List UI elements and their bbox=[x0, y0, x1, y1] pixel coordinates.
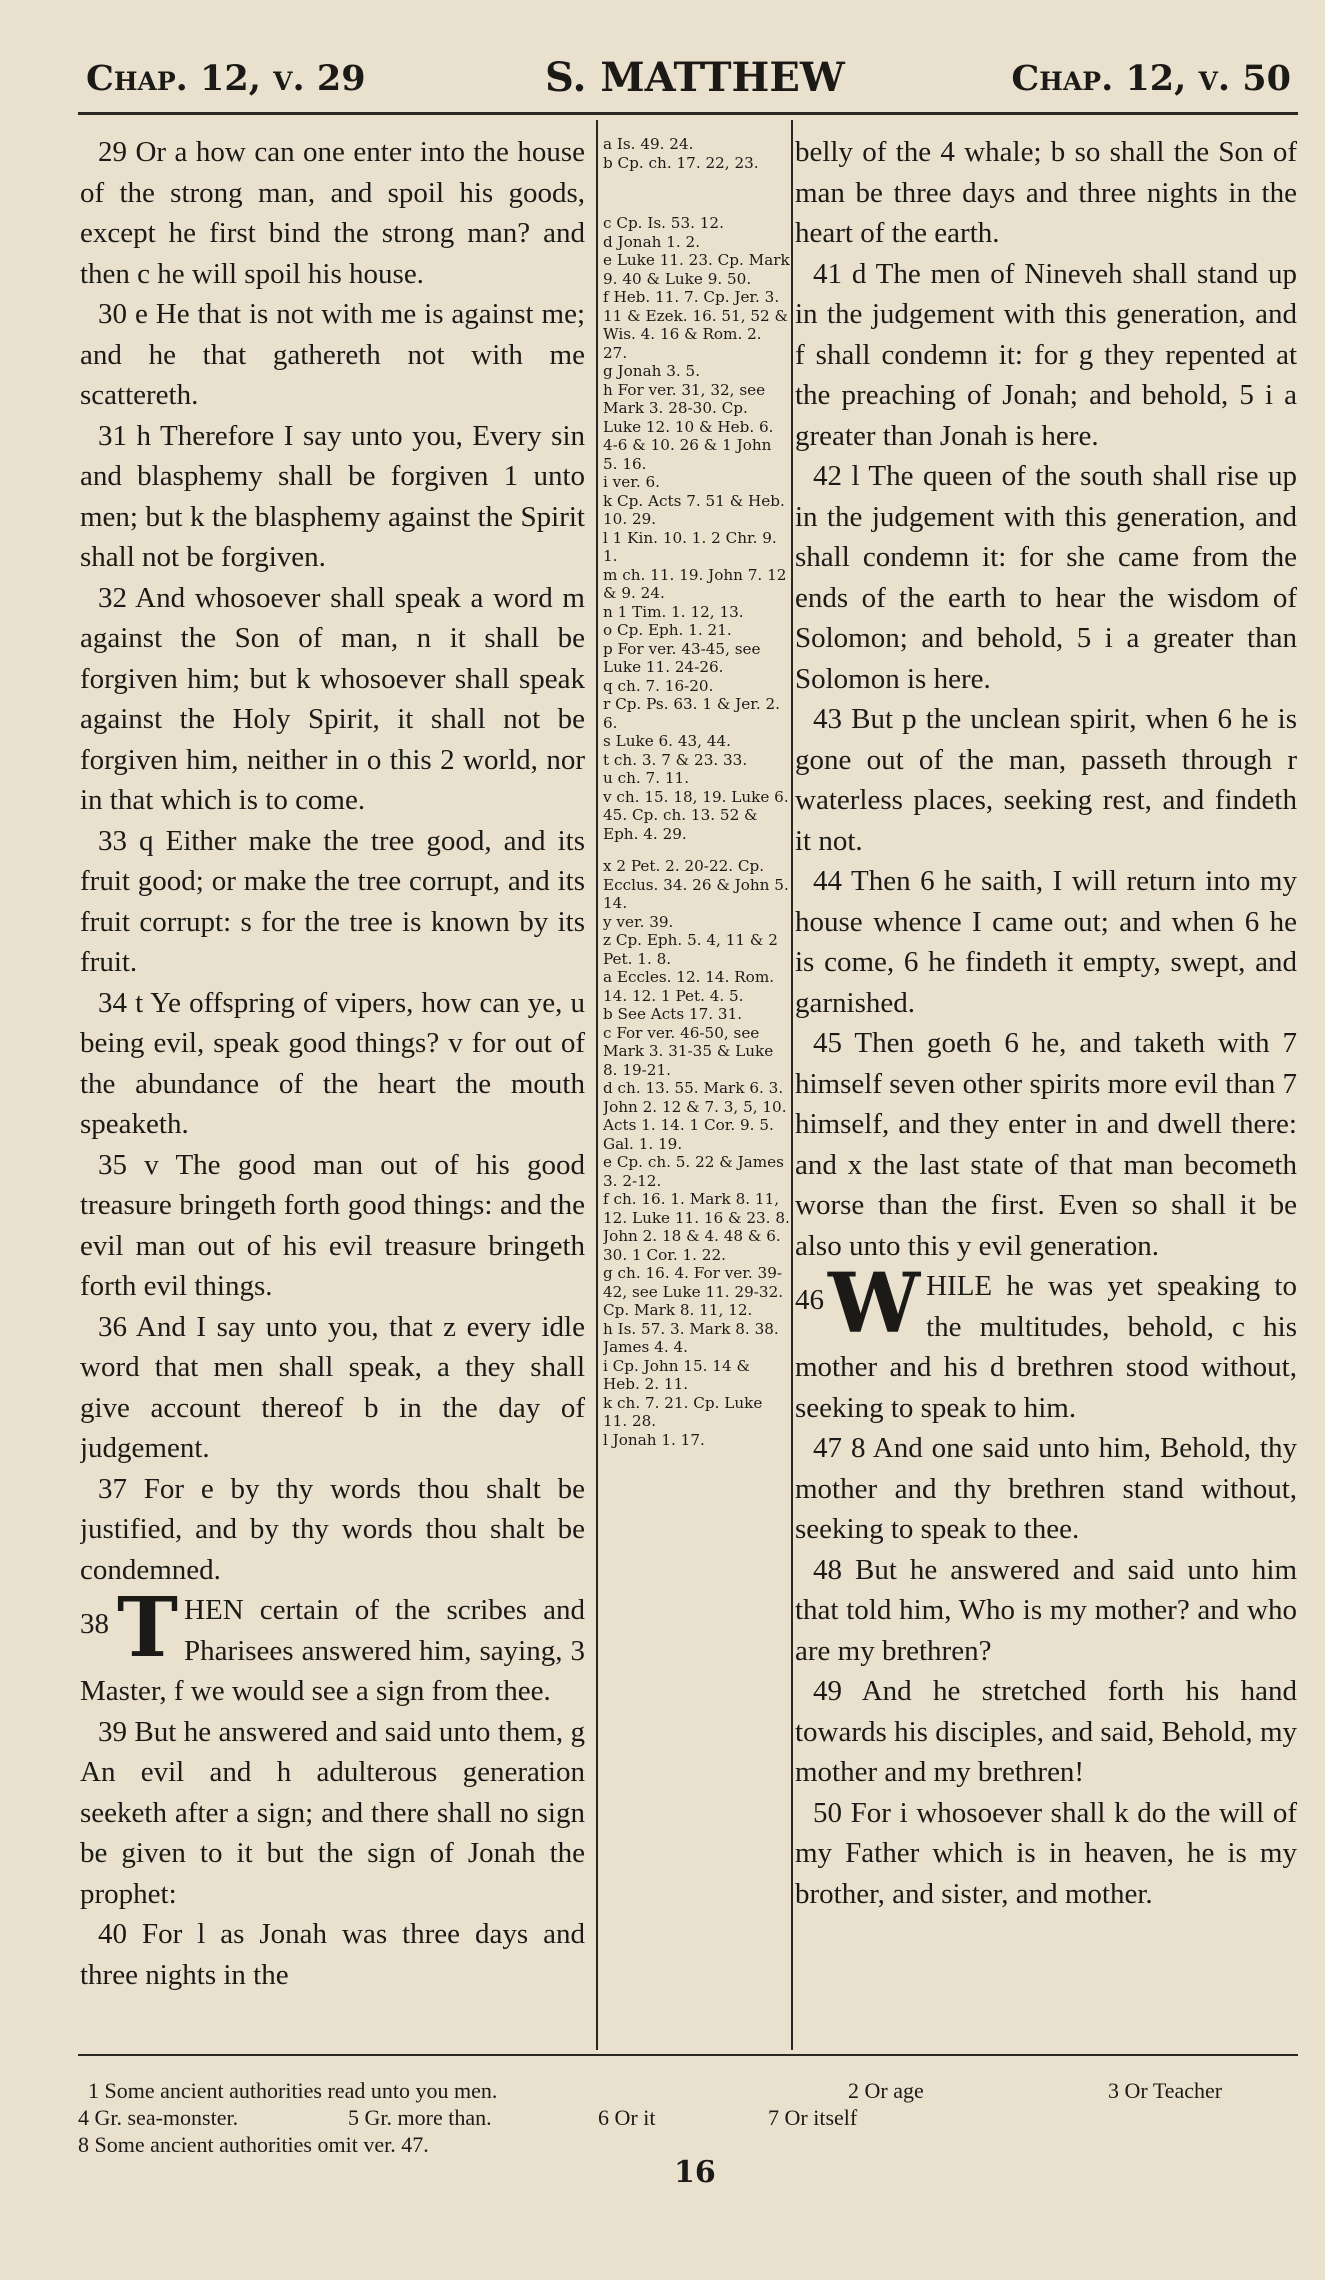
verse: 30 e He that is not with me is against me; and he that gathereth not with me scattereth. bbox=[80, 298, 585, 411]
cross-reference: y ver. 39. bbox=[603, 912, 674, 931]
reference-spacer bbox=[603, 172, 790, 186]
cross-reference: e Cp. ch. 5. 22 & James 3. 2-12. bbox=[603, 1153, 784, 1190]
cross-reference: l 1 Kin. 10. 1. 2 Chr. 9. 1. bbox=[603, 528, 777, 565]
running-head-left: Chap. 12, v. 29 bbox=[86, 58, 366, 99]
verse-text: HILE he was yet speaking to the multitudes, behold, c his mother and his d brethren stood without, seeking to speak to him. bbox=[795, 1270, 1297, 1424]
cross-reference: o Cp. Eph. 1. 21. bbox=[603, 621, 732, 639]
cross-reference: f ch. 16. 1. Mark 8. 11, 12. Luke 11. 16 & 23. 8. John 2. 18 & 4. 48 & 6. 30. 1 Cor. 1. 22. bbox=[603, 1190, 790, 1264]
drop-cap: W bbox=[828, 1256, 921, 1352]
cross-reference: v ch. 15. 18, 19. Luke 6. 45. Cp. ch. 13. 52 & Eph. 4. 29. bbox=[603, 787, 789, 843]
cross-reference: s Luke 6. 43, 44. bbox=[603, 732, 731, 750]
footnote-2: 2 Or age bbox=[848, 2078, 924, 2103]
verse: 35 v The good man out of his good treasure bringeth forth good things: and the evil man out of his evil treasure bringeth forth evil things. bbox=[80, 1148, 585, 1302]
running-head-right: Chap. 12, v. 50 bbox=[1011, 58, 1291, 99]
cross-reference: g Jonah 3. 5. bbox=[603, 362, 701, 380]
cross-reference: t ch. 3. 7 & 23. 33. bbox=[603, 750, 748, 769]
reference-spacer bbox=[603, 843, 790, 857]
footnote-4: 4 Gr. sea-monster. bbox=[78, 2105, 239, 2130]
cross-reference: h Is. 57. 3. Mark 8. 38. James 4. 4. bbox=[603, 1319, 779, 1356]
verse: 33 q Either make the tree good, and its fruit good; or make the tree corrupt, and its fruit corrupt: s for the tree is known by its fruit. bbox=[80, 824, 585, 978]
cross-reference: a Is. 49. 24. bbox=[603, 135, 694, 153]
cross-reference: h For ver. 31, 32, see Mark 3. 28-30. Cp. Luke 12. 10 & Heb. 6. 4-6 & 10. 26 & 1 John 5. 16. bbox=[603, 380, 774, 473]
cross-reference: k ch. 7. 21. Cp. Luke 11. 28. bbox=[603, 1393, 763, 1430]
left-text-column bbox=[80, 132, 585, 2037]
reference-spacer bbox=[603, 186, 790, 200]
verse: 32 And whosoever shall speak a word m against the Son of man, n it shall be forgiven him; but k whosoever shall speak against the Holy Spirit, it shall not be forgiven him, neither in o this 2 world, nor in that which is to come. bbox=[80, 581, 585, 816]
verse: 47 8 And one said unto him, Behold, thy mother and thy brethren stand without, seeking to speak to thee. bbox=[795, 1432, 1297, 1545]
verse: 41 d The men of Nineveh shall stand up in the judgement with this generation, and f shall condemn it: for g they repented at the preaching of Jonah; and behold, 5 i a greater than Jonah is here. bbox=[795, 257, 1297, 452]
cross-reference: r Cp. Ps. 63. 1 & Jer. 2. 6. bbox=[603, 695, 780, 732]
cross-reference: u ch. 7. 11. bbox=[603, 769, 690, 787]
verse: 50 For i whosoever shall k do the will of my Father which is in heaven, he is my brother, and sister, and mother. bbox=[795, 1796, 1297, 1910]
cross-reference: l Jonah 1. 17. bbox=[603, 1430, 705, 1449]
cross-reference: p For ver. 43-45, see Luke 11. 24-26. bbox=[603, 639, 761, 676]
cross-reference: d Jonah 1. 2. bbox=[603, 232, 701, 251]
verse: 48 But he answered and said unto him that told him, Who is my mother? and who are my brethren? bbox=[795, 1553, 1297, 1667]
cross-reference: q ch. 7. 16-20. bbox=[603, 676, 714, 695]
verse: 29 Or a how can one enter into the house of the strong man, and spoil his goods, except he first bind the strong man? and then c he will spoil his house. bbox=[80, 136, 585, 290]
verse: 39 But he answered and said unto them, g An evil and h adulterous generation seeketh after a sign; and there shall no sign be given to it but the sign of Jonah the prophet: bbox=[80, 1715, 585, 1910]
verse: 31 h Therefore I say unto you, Every sin and blasphemy shall be forgiven 1 unto men; but k the blasphemy against the Spirit shall not be forgiven. bbox=[80, 419, 585, 573]
cross-reference: e Luke 11. 23. Cp. Mark 9. 40 & Luke 9. 50. bbox=[603, 251, 790, 288]
footnotes bbox=[78, 2077, 1298, 2158]
cross-reference: n 1 Tim. 1. 12, 13. bbox=[603, 602, 744, 621]
verse-number: 46 bbox=[795, 1284, 824, 1316]
verse: 42 l The queen of the south shall rise up in the judgement with this generation, and shall condemn it: for she came from the ends of the earth to hear the wisdom of Solomon; and behold, 5 i a greater than Solomon is here. bbox=[795, 460, 1297, 695]
footnote-7: 7 Or itself bbox=[768, 2105, 858, 2130]
cross-reference-column bbox=[603, 135, 790, 2035]
footnote-8: 8 Some ancient authorities omit ver. 47. bbox=[78, 2132, 429, 2157]
verse: 40 For l as Jonah was three days and three nights in the bbox=[80, 1918, 585, 1991]
cross-reference: i Cp. John 15. 14 & Heb. 2. 11. bbox=[603, 1356, 750, 1393]
cross-reference: x 2 Pet. 2. 20-22. Cp. Ecclus. 34. 26 & John 5. 14. bbox=[603, 857, 789, 912]
reference-spacer bbox=[603, 200, 790, 214]
cross-reference: m ch. 11. 19. John 7. 12 & 9. 24. bbox=[603, 565, 787, 602]
verse: 45 Then goeth 6 he, and taketh with 7 himself seven other spirits more evil than 7 himself, and they enter in and dwell there: and x the last state of that man becometh worse than the first. Even so shall it be also unto this y evil generation. bbox=[795, 1027, 1297, 1262]
header-rule bbox=[78, 112, 1298, 115]
verse: 44 Then 6 he saith, I will return into my house whence I came out; and when 6 he is come, 6 he findeth it empty, swept, and garnished. bbox=[795, 865, 1297, 1019]
verse: 49 And he stretched forth his hand towards his disciples, and said, Behold, my mother and my brethren! bbox=[795, 1675, 1297, 1788]
right-text-column bbox=[795, 132, 1297, 2037]
verse: 34 t Ye offspring of vipers, how can ye, u being evil, speak good things? v for out of the abundance of the heart the mouth speaketh. bbox=[80, 986, 585, 1140]
cross-reference: k Cp. Acts 7. 51 & Heb. 10. 29. bbox=[603, 491, 785, 528]
cross-reference: c Cp. Is. 53. 12. bbox=[603, 214, 724, 232]
verse-number: 38 bbox=[80, 1608, 109, 1640]
footnote-6: 6 Or it bbox=[598, 2105, 656, 2130]
verse: 37 For e by thy words thou shalt be justified, and by thy words thou shalt be condemned. bbox=[80, 1472, 585, 1586]
verse-38 bbox=[80, 1580, 585, 1712]
cross-reference: b See Acts 17. 31. bbox=[603, 1005, 743, 1023]
cross-reference: z Cp. Eph. 5. 4, 11 & 2 Pet. 1. 8. bbox=[603, 931, 778, 968]
running-head-title: S. MATTHEW bbox=[545, 54, 845, 101]
footnote-1: 1 Some ancient authorities read unto you men. bbox=[88, 2078, 498, 2103]
cross-reference: a Eccles. 12. 14. Rom. 14. 12. 1 Pet. 4. 5. bbox=[603, 968, 775, 1005]
cross-reference: i ver. 6. bbox=[603, 473, 660, 491]
cross-reference: b Cp. ch. 17. 22, 23. bbox=[603, 153, 759, 172]
footnote-line-1 bbox=[78, 2077, 1298, 2104]
footnote-rule bbox=[78, 2054, 1298, 2056]
verse: 36 And I say unto you, that z every idle word that men shall speak, a they shall give account thereof b in the day of judgement. bbox=[80, 1310, 585, 1464]
footnote-5: 5 Gr. more than. bbox=[348, 2105, 492, 2130]
drop-cap: T bbox=[117, 1580, 179, 1676]
footnote-line-2 bbox=[78, 2104, 1298, 2131]
verse-text: HEN certain of the scribes and Pharisees answered him, saying, 3 Master, f we would see a sign from thee. bbox=[80, 1594, 585, 1707]
page-number: 16 bbox=[674, 2155, 716, 2190]
footnote-3: 3 Or Teacher bbox=[1108, 2078, 1223, 2103]
column-divider-right bbox=[791, 120, 793, 2050]
cross-reference: d ch. 13. 55. Mark 6. 3. John 2. 12 & 7. 3, 5, 10. Acts 1. 14. 1 Cor. 9. 5. Gal. 1. 19. bbox=[603, 1079, 787, 1153]
cross-reference: f Heb. 11. 7. Cp. Jer. 3. 11 & Ezek. 16. 51, 52 & Wis. 4. 16 & Rom. 2. 27. bbox=[603, 288, 789, 362]
verse: 43 But p the unclean spirit, when 6 he is gone out of the man, passeth through r waterless places, seeking rest, and findeth it not. bbox=[795, 703, 1297, 857]
column-divider-left bbox=[596, 120, 598, 2050]
verse-46 bbox=[795, 1256, 1297, 1428]
verse: belly of the 4 whale; b so shall the Son of man be three days and three nights in the heart of the earth. bbox=[795, 136, 1297, 249]
footnote-line-3 bbox=[78, 2131, 1298, 2158]
cross-reference: g ch. 16. 4. For ver. 39-42, see Luke 11. 29-32. Cp. Mark 8. 11, 12. bbox=[603, 1264, 784, 1319]
cross-reference: c For ver. 46-50, see Mark 3. 31-35 & Luke 8. 19-21. bbox=[603, 1023, 774, 1079]
